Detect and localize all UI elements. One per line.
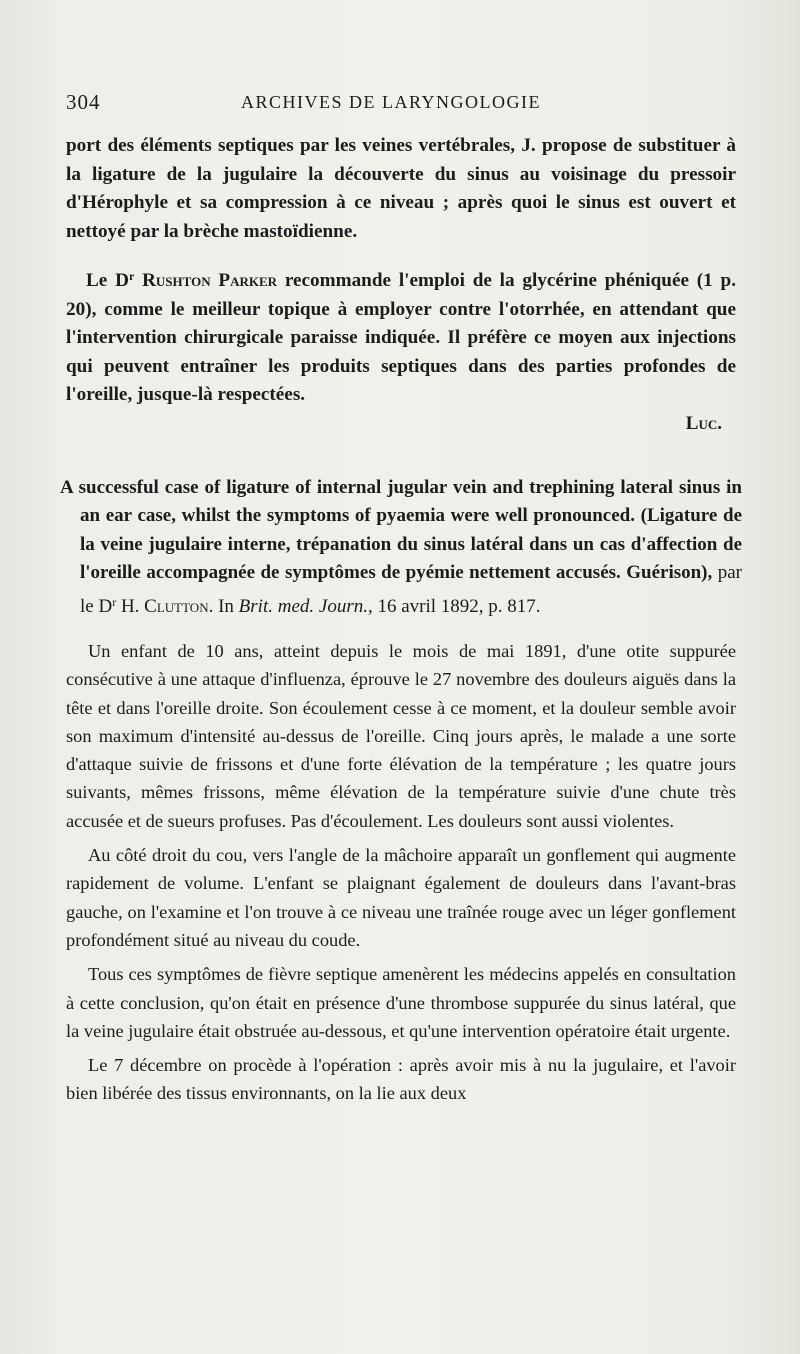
citation-dr-superscript: r: [112, 594, 117, 609]
author-name: Rushton Parker: [142, 270, 278, 291]
continued-review: [66, 132, 736, 438]
case-paragraph-1: Un enfant de 10 ans, atteint depuis le mois de mai 1891, d'une otite suppurée consécutive à une attaque d'influenza, éprouve le 27 novembre des douleurs aiguës dans la tête et dans l'oreille droite. Son écoulement cesse à ce moment, et la douleur semble avoir son maximum d'intensité au-dessus de l'oreille. Cinq jours après, le malade a une sorte d'attaque suivie de frissons et d'une forte élévation de la température ; les quatre jours suivants, mêmes frissons, même élévation de la température suivie d'une chute très accusée et de sueurs profuses. Pas d'écoulement. Les douleurs sont aussi violentes.: [66, 641, 736, 831]
reviewer-signature: Luc.: [685, 412, 722, 434]
case-paragraph-3: Tous ces symptômes de fièvre septique amenèrent les médecins appelés en consultation à cette conclusion, qu'on était en présence d'une thrombose suppurée du sinus latéral, que la veine jugulaire était obstruée au-dessous, et qu'une intervention opératoire était urgente.: [66, 964, 736, 1041]
citation-date: , 16 avril 1892, p. 817.: [367, 595, 541, 617]
case-report: [66, 637, 736, 1108]
running-title: ARCHIVES DE LARYNGOLOGIE: [241, 92, 541, 112]
case-paragraph-2: Au côté droit du cou, vers l'angle de la mâchoire apparaît un gonflement qui augmente rapidement de volume. L'enfant se plaignant également de douleurs dans l'avant-bras gauche, on l'examine et l'on trouve à ce niveau une traînée rouge avec un léger gonflement profondément situé au niveau du coude.: [66, 845, 736, 950]
citation-in: . In: [208, 595, 239, 617]
citation-journal: Brit. med. Journ.: [238, 595, 368, 617]
dr-prefix: Le D: [86, 270, 129, 291]
citation-by: par le D: [80, 562, 742, 617]
continued-paragraph: port des éléments septiques par les veines vertébrales, J. propose de substituer à la ligature de la jugulaire la découverte du sinus au voisinage du pressoir d'Hérophyle et sa compression à ce niveau ; après quoi le sinus est ouvert et nettoyé par la brèche mastoïdienne.: [66, 135, 736, 242]
citation-author: H. Clutton: [116, 595, 209, 617]
article-citation: [60, 474, 742, 622]
paragraph-rest: recommande l'emploi de la glycérine phéniquée (1 p. 20), comme le meilleur topique à employer contre l'otorrhée, en attendant que l'intervention chirurgicale paraisse indiquée. Il préfère ce moyen aux injections qui peuvent entraîner les produits septiques dans des parties profondes de l'oreille, jusque-là respectées.: [66, 270, 736, 405]
article-title: A successful case of ligature of internal jugular vein and trephining lateral sinus in an ear case, whilst the symptoms of pyaemia were well pronounced. (Ligature de la veine jugulaire interne, trépanation du sinus latéral dans un cas d'affection de l'oreille accompagnée de symptômes de pyémie nettement accusés. Guérison),: [60, 476, 742, 583]
rushton-parker-paragraph: [66, 262, 736, 410]
case-paragraph-4: Le 7 décembre on procède à l'opération : après avoir mis à nu la jugulaire, et l'avoir bien libérée des tissus environnants, on la lie aux deux: [66, 1055, 736, 1104]
page-header: [66, 86, 732, 116]
page-number: 304: [66, 90, 101, 114]
dr-superscript: r: [128, 269, 135, 283]
body-text: [60, 132, 742, 1108]
